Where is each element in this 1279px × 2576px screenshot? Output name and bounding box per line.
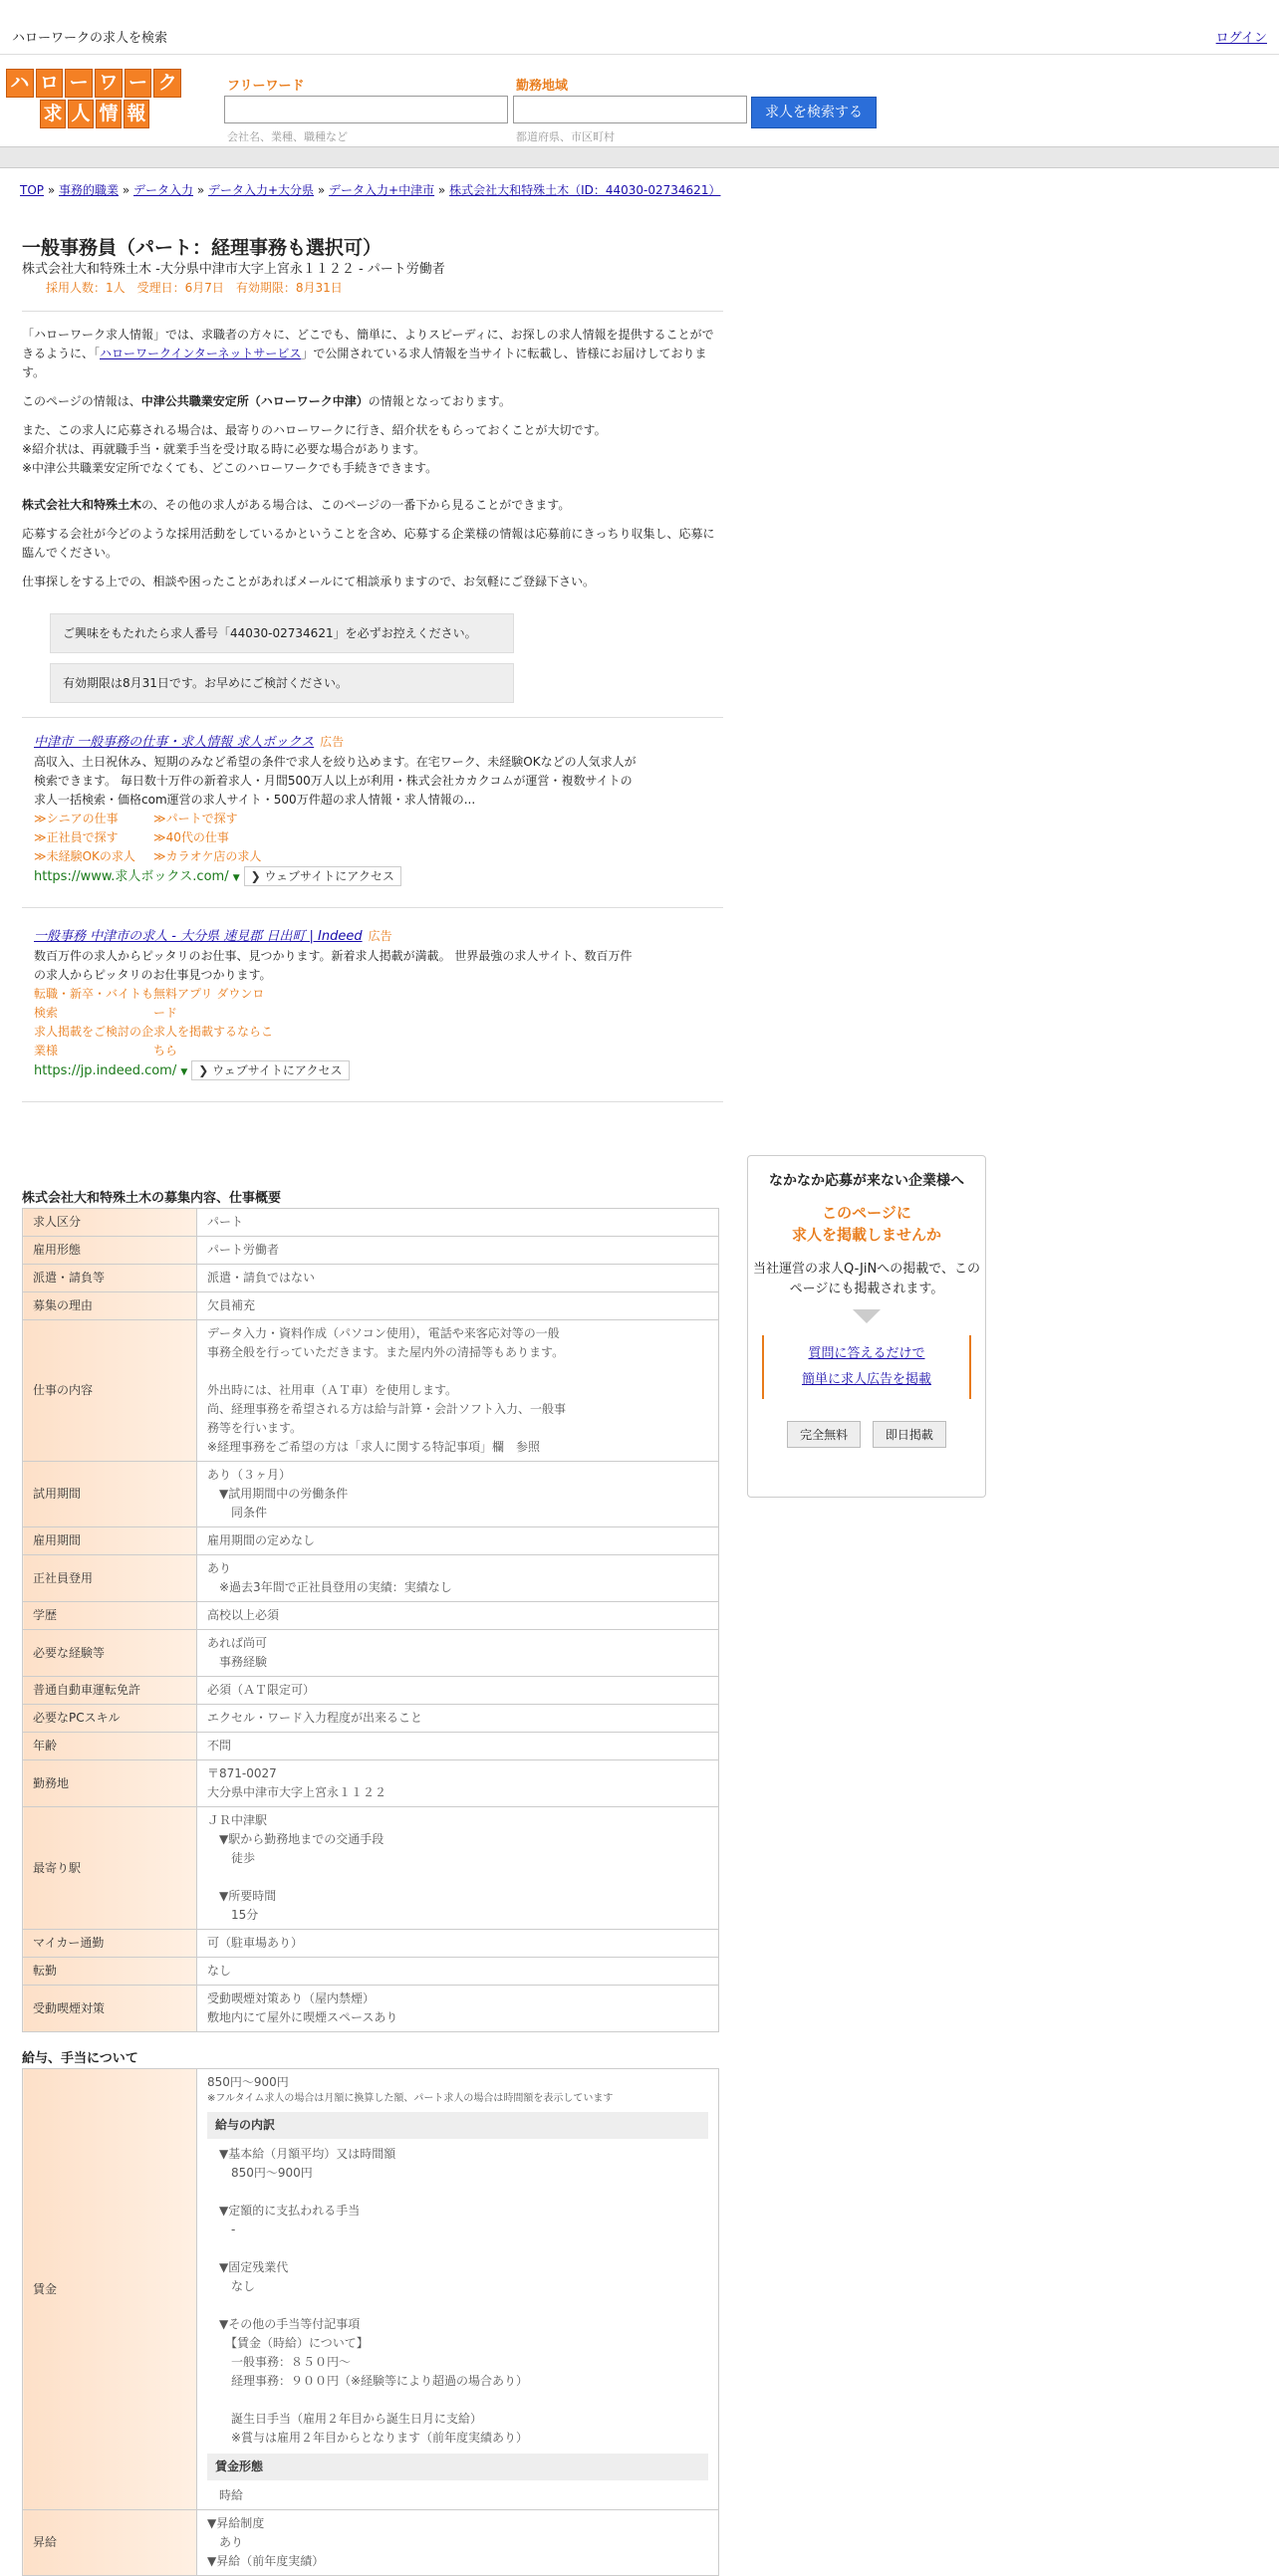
ad-badge: 広告 [368,929,392,943]
salary-amount: 850円〜900円 [207,2075,289,2089]
table-row [23,1705,719,1733]
row-key: 受動喫煙対策 [23,1986,197,2032]
row-key: 仕事の内容 [23,1320,197,1462]
row-key: 試用期間 [23,1462,197,1527]
table-row [23,1930,719,1958]
freeword-input[interactable] [224,96,508,123]
table-row [23,1958,719,1986]
logo-letter: 報 [124,100,149,128]
other-jobs-paragraph: 株式会社大和特殊土木の、その他の求人がある場合は、このページの一番下から見ることができます。 [22,498,571,512]
source-paragraph: このページの情報は、中津公共職業安定所（ハローワーク中津）の情報となっております。 [22,394,511,408]
search-button[interactable]: 求人を検索する [751,97,877,128]
job-meta: 採用人数：1人 受理日：6月7日 有効期限：8月31日 [46,281,343,295]
freeword-label: フリーワード [227,79,305,94]
row-value: 欠員補充 [197,1292,719,1320]
main-content [22,235,723,2576]
ad-sitelink[interactable]: 求人を掲載するならこちら [153,1025,274,1057]
ad-sitelinks [34,985,723,1060]
section-heading-overview: 株式会社大和特殊土木の募集内容、仕事概要 [22,1191,282,1206]
row-value: データ入力・資料作成（パソコン使用），電話や来客応対等の一般 事務全般を行っていただきます。また屋内外の清掃等もあります。 外出時には、社用車（ＡＴ車）を使用します。 尚、経理事務を希望される方は給与計算・会計ソフト入力、一般事 務等を行います。 ※経理事務をご希望の方は「求人に関する特記事項」欄 参照 [197,1320,719,1462]
login-link[interactable]: ログイン [1215,31,1267,46]
same-day-button[interactable]: 即日掲載 [873,1421,946,1448]
logo-letter: ク [153,69,181,98]
job-subtitle: 株式会社大和特殊土木 -大分県中津市大字上宮永１１２２ - パート労働者 [22,262,445,277]
table-row [23,1237,719,1265]
ad-block [22,926,723,1083]
ad-url[interactable]: https://jp.indeed.com/ [34,1063,177,1078]
row-key: 募集の理由 [23,1292,197,1320]
visit-website-button[interactable]: ❯ ウェブサイトにアクセス [191,1060,349,1080]
row-key: 昇給 [23,2510,197,2576]
row-key: 学歴 [23,1602,197,1630]
table-row [23,1630,719,1677]
table-row [23,1527,719,1555]
hellowork-internet-link[interactable]: ハローワークインターネットサービス [100,347,302,360]
deadline-note: 有効期限は8月31日です。お早めにご検討ください。 [50,663,514,703]
divider-bar [0,146,1279,168]
row-key: 普通自動車運転免許 [23,1677,197,1705]
row-key: 必要なPCスキル [23,1705,197,1733]
row-value: 派遣・請負ではない [197,1265,719,1292]
salary-note: ※フルタイム求人の場合は月額に換算した額、パート求人の場合は時間額を表示しています [207,2093,614,2104]
table-row [23,1602,719,1630]
row-key: 必要な経験等 [23,1630,197,1677]
row-value: あれば尚可 事務経験 [197,1630,719,1677]
row-key: 転勤 [23,1958,197,1986]
job-number-note: ご興味をもたれたら求人番号「44030-02734621」を必ずお控えください。 [50,613,514,653]
promo-text: 当社運営の求人Q-JiNへの掲載で、このページにも掲載されます。 [753,1262,980,1296]
ad-sitelinks [34,810,723,866]
ad-title-link[interactable]: 一般事務 中津市の求人 - 大分県 速見郡 日出町 | Indeed [34,929,363,944]
table-row [23,1265,719,1292]
job-title: 一般事務員（パート：経理事務も選択可） [22,237,383,259]
breadcrumb-link[interactable]: データ入力 [133,183,194,197]
logo-letter: ワ [95,69,123,98]
ad-sitelink[interactable]: ≫シニアの仕事 [34,812,119,825]
divider [22,717,723,718]
promo-catch: このページに 求人を掲載しませんか [791,1204,941,1244]
ad-sitelink[interactable]: ≫40代の仕事 [153,830,229,844]
salary-form: 時給 [207,2488,244,2502]
row-key: 派遣・請負等 [23,1265,197,1292]
advertiser-promo [747,1155,986,1498]
promo-links [762,1335,971,1399]
breadcrumb-separator: » [314,183,330,197]
top-bar [0,0,1279,55]
breadcrumb-separator: » [434,183,450,197]
free-button[interactable]: 完全無料 [787,1421,861,1448]
area-hint: 都道府県、市区町村 [516,130,615,143]
table-row [23,1462,719,1527]
consult-paragraph: 仕事探しをする上での、相談や困ったことがあればメールにて相談承りますので、お気軽にご登録下さい。 [22,575,596,588]
ad-sitelink[interactable]: 無料アプリ ダウンロード [153,987,265,1020]
divider [22,907,723,908]
row-value: 必須（ＡＴ限定可） [197,1677,719,1705]
row-key: 賃金 [23,2069,197,2510]
ad-description: 高収入、土日祝休み、短期のみなど希望の条件で求人を絞り込めます。在宅ワーク、未経験OKなどの人気求人が検索できます。 毎日数十万件の新着求人・月間500万人以上が利用・株式会社カカクコムが運営・複数サイトの求人一括検索・価格com運営の求人サイト・500万件超の求人情報・求人情報の... [34,755,637,807]
advice-paragraph: 応募する会社が今どのような採用活動をしているかということを含め、応募する企業様の情報は応募前にきっちり収集し、応募に臨んでください。 [22,527,715,560]
row-key: 正社員登用 [23,1555,197,1602]
table-row [23,1986,719,2032]
logo-letter: ー [125,69,152,98]
table-row [23,1209,719,1237]
row-value: 雇用期間の定めなし [197,1527,719,1555]
table-row [23,2069,719,2510]
promo-title: なかなか応募が来ない企業様へ [769,1173,964,1189]
row-value: パート [197,1209,719,1237]
dropdown-arrow-icon[interactable]: ▼ [180,1067,188,1077]
divider [22,311,723,312]
table-row [23,1807,719,1930]
row-key: 求人区分 [23,1209,197,1237]
referral-paragraph: また、この求人に応募される場合は、最寄りのハローワークに行き、紹介状をもらっておくことが大切です。 ※紹介状は、再就職手当・就業手当を受け取る時に必要な場合があります。 ※中津公共職業安定所でなくても、どこのハローワークでも手続きできます。 [22,423,607,475]
logo-letter: 情 [96,100,122,128]
row-value: 高校以上必須 [197,1602,719,1630]
row-value: あり（３ヶ月） ▼試用期間中の労働条件 同条件 [197,1462,719,1527]
table-row [23,1760,719,1807]
row-value: なし [197,1958,719,1986]
row-value: ▼昇給制度 あり ▼昇給（前年度実績） [197,2510,719,2576]
breadcrumb-link[interactable]: データ入力+大分県 [208,183,315,197]
row-key: 勤務地 [23,1760,197,1807]
table-row [23,1733,719,1760]
row-value: 不問 [197,1733,719,1760]
visit-website-button[interactable]: ❯ ウェブサイトにアクセス [244,866,401,886]
logo-letter: ロ [36,69,64,98]
ad-sitelink[interactable]: ≫正社員で探す [34,830,119,844]
table-row [23,2510,719,2576]
search-header [0,55,1279,146]
row-value: パート労働者 [197,1237,719,1265]
ad-url[interactable]: https://www.求人ボックス.com/ [34,869,229,884]
breadcrumb-link[interactable]: 株式会社大和特殊土木（ID：44030-02734621） [449,183,721,197]
salary-form-heading: 賃金形態 [207,2454,708,2480]
ad-title-link[interactable]: 中津市 一般事務の仕事・求人情報 求人ボックス [34,735,315,750]
table-row [23,1320,719,1462]
promo-link-post[interactable]: 簡単に求人広告を掲載 [801,1372,931,1387]
job-detail-table [22,1208,719,2032]
logo-letter: ハ [6,69,34,98]
promo-link-questions[interactable]: 質問に答えるだけで [808,1346,925,1361]
row-key: 雇用形態 [23,1237,197,1265]
breadcrumb-link[interactable]: 事務的職業 [59,183,120,197]
row-value: エクセル・ワード入力程度が出来ること [197,1705,719,1733]
breadcrumb-separator: » [119,183,133,197]
ad-sitelink[interactable]: ≫未経験OKの求人 [34,849,135,863]
table-row [23,1555,719,1602]
ad-block [22,732,723,889]
ad-sitelink[interactable]: ≫カラオケ店の求人 [153,849,262,863]
arrow-down-icon [853,1309,881,1323]
row-value: あり ※過去3年間で正社員登用の実績：実績なし [197,1555,719,1602]
area-input[interactable] [513,96,747,123]
breadcrumb [20,181,720,198]
breadcrumb-link[interactable]: データ入力+中津市 [329,183,435,197]
table-row [23,1677,719,1705]
intro-paragraph: 「ハローワーク求人情報」では、求職者の方々に、どこでも、簡単に、よりスピーディに、お探しの求人情報を提供することができるように、「ハローワークインターネットサービス」で公開されている求人情報を当サイトに転載し、皆様にお届けしております。 [22,328,714,379]
row-key: マイカー通勤 [23,1930,197,1958]
row-value: 〒871-0027 大分県中津市大字上宮永１１２２ [197,1760,719,1807]
row-key: 雇用期間 [23,1527,197,1555]
section-heading-salary: 給与、手当について [22,2051,138,2066]
row-key: 最寄り駅 [23,1807,197,1930]
dropdown-arrow-icon[interactable]: ▼ [232,873,240,883]
table-row [23,1292,719,1320]
ad-sitelink[interactable]: 転職・新卒・バイトも検索 [34,987,154,1020]
freeword-hint: 会社名、業種、職種など [227,130,348,143]
row-value: 可（駐車場あり） [197,1930,719,1958]
breadcrumb-separator: » [193,183,208,197]
area-label: 勤務地域 [516,79,569,94]
breadcrumb-separator: » [44,183,59,197]
site-tagline: ハローワークの求人を検索 [12,31,168,46]
logo-letter: ー [65,69,93,98]
ad-sitelink[interactable]: ≫パートで探す [153,812,238,825]
row-value: ＪＲ中津駅 ▼駅から勤務地までの交通手段 徒歩 ▼所要時間 15分 [197,1807,719,1930]
salary-table [22,2068,719,2576]
salary-breakdown-heading: 給与の内訳 [207,2112,708,2139]
salary-breakdown: ▼基本給（月額平均）又は時間額 850円〜900円 ▼定額的に支払われる手当 - ▼固定残業代 なし ▼その他の手当等付記事項 【賃金（時給）について】 一般事務：８５０円～ 経理事務：９００円（※経験等により超過の場合あり） 誕生日手当（雇用２年目から誕生日月に支給） ※賞与は雇用２年目からとなります（前年度実績あり） [219,2147,529,2445]
ad-sitelink[interactable]: 求人掲載をご検討の企業様 [34,1025,154,1057]
logo-letter: 求 [40,100,66,128]
ad-badge: 広告 [320,735,345,749]
site-logo[interactable] [6,69,181,124]
logo-letter: 人 [68,100,94,128]
divider [22,1101,723,1102]
row-key: 年齢 [23,1733,197,1760]
ad-description: 数百万件の求人からピッタリのお仕事、見つかります。新着求人掲載が満載。 世界最強の求人サイト、数百万件の求人からピッタリのお仕事見つかります。 [34,949,633,982]
row-value: 受動喫煙対策あり（屋内禁煙） 敷地内にて屋外に喫煙スペースあり [197,1986,719,2032]
breadcrumb-link[interactable]: TOP [20,183,45,197]
